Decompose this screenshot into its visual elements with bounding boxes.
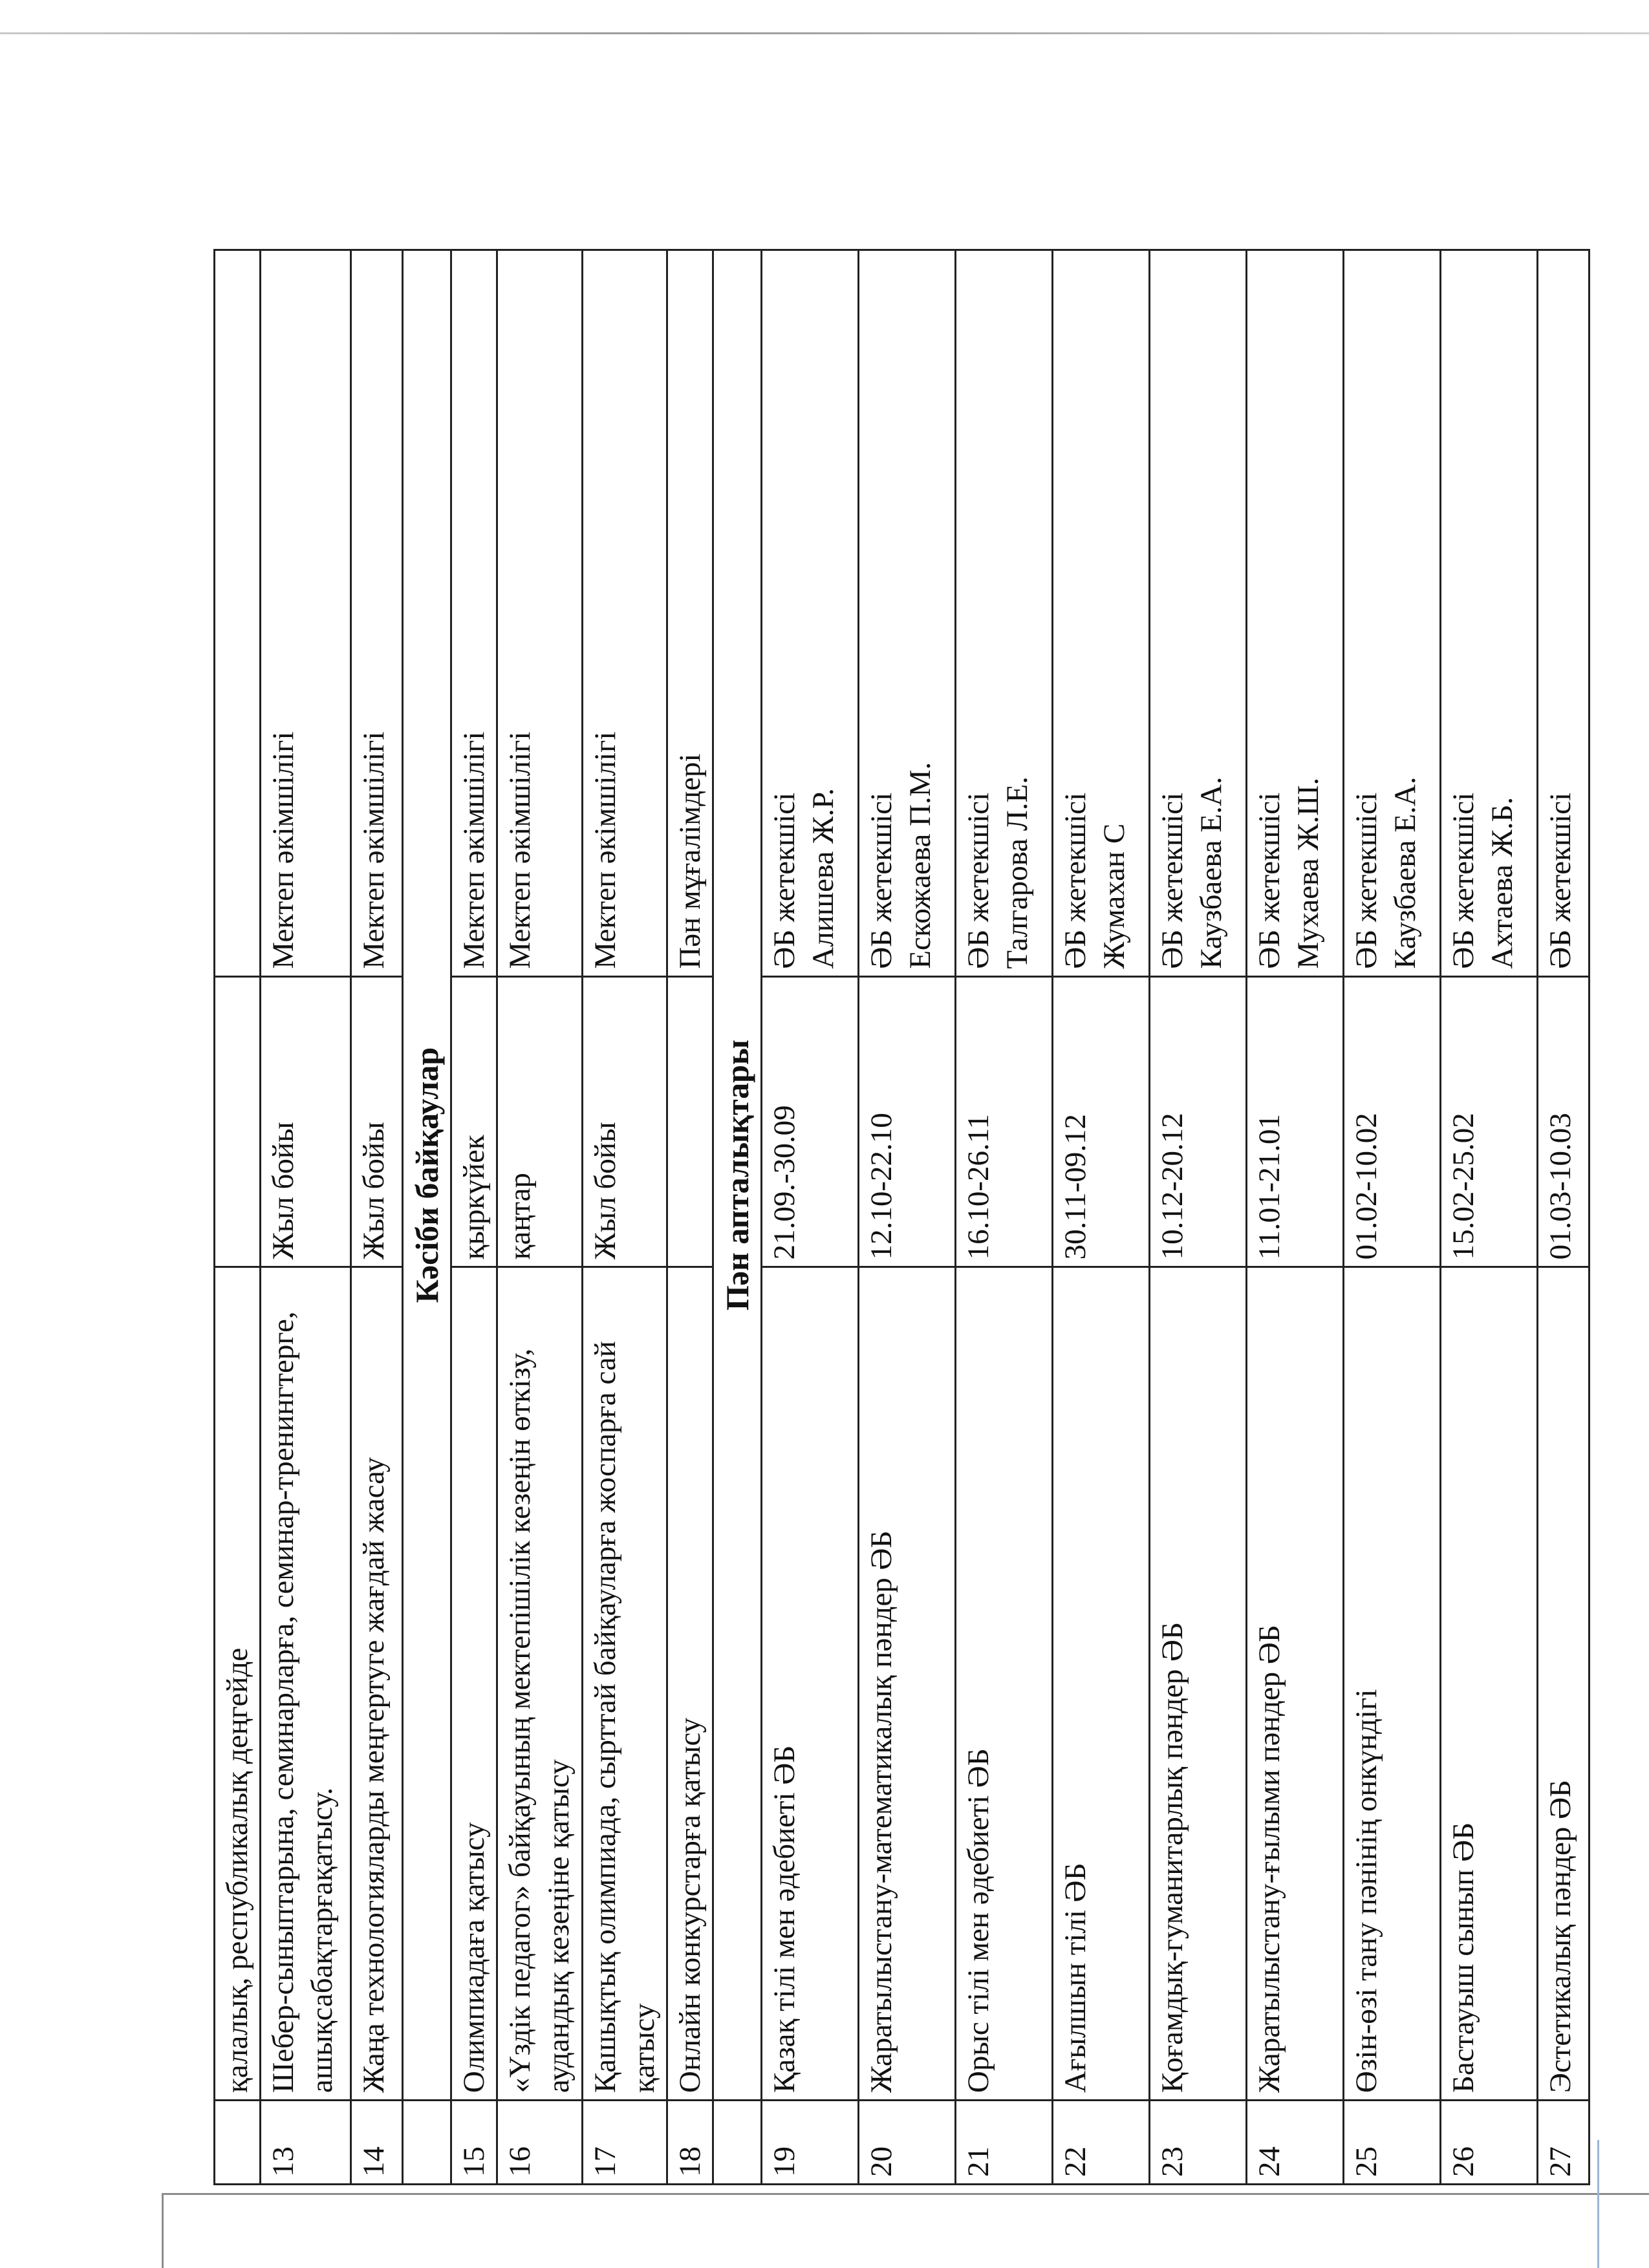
row-number: 24 [1247, 2101, 1344, 2185]
table-row [351, 250, 403, 2185]
responsible-role: ӘБ жетекшісі [768, 792, 802, 969]
responsible-role: ӘБ жетекшісі [1059, 792, 1093, 969]
date-cell: 12.10-22.10 [859, 976, 956, 1267]
row-number: 20 [859, 2101, 956, 2185]
responsible-cell [1053, 250, 1150, 977]
responsible-person: Каузбаева Е.А. [1388, 776, 1423, 969]
rows-group-c [762, 250, 1590, 2185]
event-cell: Жаратылыстану-ғылыми пәндер ӘБ [1247, 1267, 1344, 2101]
table-row [215, 250, 261, 2185]
table-row [1538, 250, 1590, 2185]
date-cell: 15.02-25.02 [1441, 976, 1538, 1267]
date-cell: қыркүйек [451, 976, 497, 1267]
plan-table [213, 249, 1590, 2185]
row-number: 23 [1150, 2101, 1247, 2185]
date-cell: Жыл бойы [351, 976, 403, 1267]
event-cell: Олимпиадаға қатысу [451, 1267, 497, 2101]
event-cell: «Үздік педагог» байқауының мектепішілік кезеңін өткізу, аудандық кезеңіне қатысу [497, 1267, 582, 2101]
responsible-cell [956, 250, 1053, 977]
table-row [582, 250, 667, 2185]
responsible-role: Мектеп әкімшілігі [503, 731, 537, 969]
date-cell [215, 976, 261, 1267]
event-cell: Орыс тілі мен әдебиеті ӘБ [956, 1267, 1053, 2101]
row-number: 17 [582, 2101, 667, 2185]
row-number: 15 [451, 2101, 497, 2185]
table-row [1150, 250, 1247, 2185]
scan-bottom-edge [162, 2193, 164, 2268]
responsible-role: Мектеп әкімшілігі [266, 731, 301, 969]
responsible-role: Пән мұғалімдері [673, 753, 707, 969]
date-cell: 11.01-21.01 [1247, 976, 1344, 1267]
table-row [261, 250, 351, 2185]
event-cell: Эстетикалық пәндер ӘБ [1538, 1267, 1590, 2101]
row-number: 26 [1441, 2101, 1538, 2185]
event-cell: қалалық, республикалық деңгейде [215, 1267, 261, 2101]
responsible-role: Мектеп әкімшілігі [357, 731, 391, 969]
responsible-role: Мектеп әкімшілігі [588, 731, 622, 969]
responsible-role: ӘБ жетекшісі [1544, 792, 1578, 969]
section-row [403, 250, 451, 2185]
responsible-role: ӘБ жетекшісі [1253, 792, 1287, 969]
table-row [1053, 250, 1150, 2185]
table-row [497, 250, 582, 2185]
table-row [762, 250, 859, 2185]
event-cell: Бастауыш сынып ӘБ [1441, 1267, 1538, 2101]
table-row [667, 250, 713, 2185]
row-number: 27 [1538, 2101, 1590, 2185]
responsible-cell [859, 250, 956, 977]
section-heading: Пән апталықтары [713, 250, 762, 2101]
table-row [1344, 250, 1441, 2185]
responsible-cell [1344, 250, 1441, 977]
event-cell: Онлайн конкурстарға қатысу [667, 1267, 713, 2101]
date-cell: 01.03-10.03 [1538, 976, 1590, 1267]
date-cell: 21.09.-30.09 [762, 976, 859, 1267]
row-number: 16 [497, 2101, 582, 2185]
responsible-role: ӘБ жетекшісі [962, 792, 996, 969]
event-cell: Қоғамдық-гуманитарлық пәндер ӘБ [1150, 1267, 1247, 2101]
event-cell: Шебер-сыныптарына, семинарларға, семинар-тренингтерге, ашықсабақтарғақатысу. [261, 1267, 351, 2101]
row-number: 13 [261, 2101, 351, 2185]
responsible-cell [215, 250, 261, 977]
event-cell: Өзін-өзі тану пәнінің онкүндігі [1344, 1267, 1441, 2101]
responsible-cell [351, 250, 403, 977]
responsible-cell [582, 250, 667, 977]
responsible-cell [1441, 250, 1538, 977]
responsible-role: Мектеп әкімшілігі [457, 731, 491, 969]
responsible-person: Мухаева Ж.Ш. [1291, 777, 1326, 969]
responsible-role: ӘБ жетекшісі [1156, 792, 1190, 969]
responsible-person: Жумахан С [1097, 823, 1132, 969]
event-cell: Ағылшын тілі ӘБ [1053, 1267, 1150, 2101]
section-blank [713, 2101, 762, 2185]
date-cell: Жыл бойы [261, 976, 351, 1267]
responsible-role: ӘБ жетекшісі [1350, 792, 1384, 969]
date-cell: Жыл бойы [582, 976, 667, 1267]
responsible-role: ӘБ жетекшісі [865, 792, 899, 969]
responsible-cell [762, 250, 859, 977]
event-cell: Қашықтық олимпиада, сырттай байқауларға жоспарға сай қатысу [582, 1267, 667, 2101]
date-cell: 10.12-20.12 [1150, 976, 1247, 1267]
responsible-person: Талгарова Л.Е. [1000, 776, 1035, 969]
table-row [956, 250, 1053, 2185]
responsible-role: ӘБ жетекшісі [1447, 792, 1481, 969]
row-number: 21 [956, 2101, 1053, 2185]
row-number: 22 [1053, 2101, 1150, 2185]
section-blank [403, 2101, 451, 2185]
responsible-cell [1247, 250, 1344, 977]
date-cell [667, 976, 713, 1267]
date-cell: 01.02-10.02 [1344, 976, 1441, 1267]
section-heading: Кәсіби байқаулар [403, 250, 451, 2101]
date-cell: қаңтар [497, 976, 582, 1267]
rotated-page [213, 249, 1578, 2185]
date-cell: 30.11-09.12 [1053, 976, 1150, 1267]
row-number: 18 [667, 2101, 713, 2185]
responsible-person: Ескожаева П.М. [903, 762, 938, 969]
table-row [859, 250, 956, 2185]
event-cell: Жаратылыстану-математикалық пәндер ӘБ [859, 1267, 956, 2101]
scan-top-line [0, 32, 1649, 34]
responsible-cell [667, 250, 713, 977]
table-row [451, 250, 497, 2185]
responsible-cell [1150, 250, 1247, 977]
rows-group-b [451, 250, 713, 2185]
responsible-person: Алишева Ж.Р. [806, 788, 841, 969]
scan-bottom-line [162, 2193, 1649, 2195]
row-number [215, 2101, 261, 2185]
responsible-person: Ахтаева Ж.Б. [1485, 797, 1520, 969]
event-cell: Қазақ тілі мен әдебиеті ӘБ [762, 1267, 859, 2101]
table-row [1247, 250, 1344, 2185]
row-number: 19 [762, 2101, 859, 2185]
date-cell: 16.10-26.11 [956, 976, 1053, 1267]
row-number: 25 [1344, 2101, 1441, 2185]
responsible-person: Каузбаева Е.А. [1194, 776, 1229, 969]
event-cell: Жаңа технологияларды меңгертуге жағдай жасау [351, 1267, 403, 2101]
rows-group-a [261, 250, 403, 2185]
responsible-cell [497, 250, 582, 977]
responsible-cell [261, 250, 351, 977]
responsible-cell [451, 250, 497, 977]
row-number: 14 [351, 2101, 403, 2185]
table-row [1441, 250, 1538, 2185]
section-row [713, 250, 762, 2185]
scan-right-edge [1597, 2140, 1599, 2268]
responsible-cell [1538, 250, 1590, 977]
